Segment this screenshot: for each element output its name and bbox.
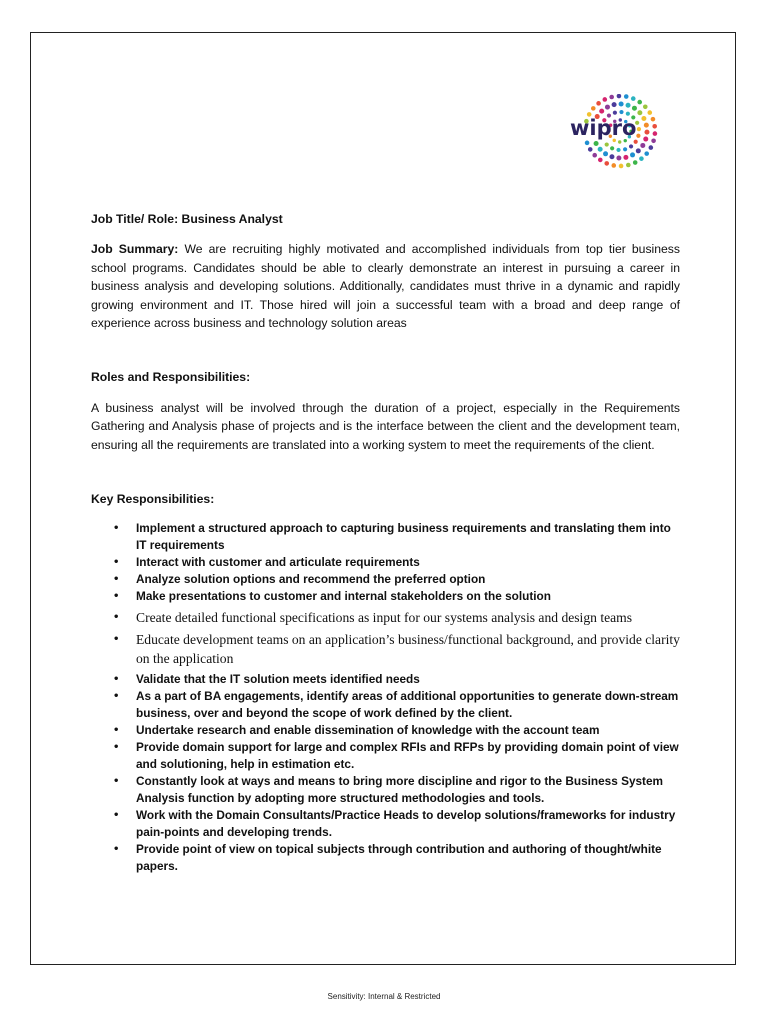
logo-dot — [609, 154, 614, 159]
list-item: • Provide point of view on topical subjects through contribution and authoring of thought/white papers. — [113, 842, 662, 874]
job-title-label: Job Title/ Role: — [91, 212, 179, 226]
bullet-icon: • — [113, 742, 120, 754]
logo-dot — [616, 148, 620, 152]
logo-dot — [651, 117, 656, 122]
job-summary — [91, 240, 680, 332]
bullet-icon: • — [113, 810, 120, 822]
logo-dot — [644, 130, 649, 135]
logo-dot — [612, 102, 617, 107]
list-item: • Analyze solution options and recommend the preferred option — [113, 572, 486, 587]
logo-dot — [637, 127, 641, 131]
logo-dot — [652, 124, 657, 129]
wipro-logo — [568, 94, 660, 170]
list-item: • Interact with customer and articulate requirements — [113, 555, 420, 570]
logo-dot — [631, 96, 636, 101]
job-title-value: Business Analyst — [181, 212, 283, 226]
logo-dot — [599, 109, 604, 114]
logo-dot — [626, 163, 631, 168]
bullet-icon: • — [113, 691, 120, 703]
logo-dot — [598, 158, 603, 163]
job-summary-text: We are recruiting highly motivated and accomplished individuals from top tier business school programs. Candidates should be able to clearly demonstrate an interest in pursuing a career in business analysis and developing solutions. Additionally, candidates must thrive in a dynamic and rapidly growing environment and IT. Those hired will join a successful team with a broad and deep range of experience across business and technology solution areas — [91, 242, 680, 331]
document-body — [91, 210, 680, 875]
key-responsibilities-heading: Key Responsibilities: — [91, 492, 215, 507]
bullet-icon: • — [113, 674, 120, 686]
logo-dot — [610, 146, 614, 150]
logo-dot — [623, 155, 628, 160]
logo-dot — [603, 97, 608, 102]
logo-dot — [618, 140, 621, 143]
bullet-icon: • — [113, 776, 120, 788]
logo-dot — [643, 137, 648, 142]
logo-dot — [644, 123, 649, 128]
roles-text: A business analyst will be involved through the duration of a project, especially in the Requirements Gathering and Analysis phase of projects and is the interface between the client and the development team, ensuring all the requirements are translated into a working system to meet the requirements of the client. — [91, 400, 680, 452]
logo-dot — [651, 139, 656, 144]
bullet-icon: • — [113, 557, 120, 569]
list-item: • Constantly look at ways and means to bring more discipline and rigor to the Business System Analysis function by adopting more structured methodologies and tools. — [113, 774, 664, 806]
logo-dot — [605, 142, 609, 146]
logo-dot — [609, 95, 614, 100]
job-summary-label: Job Summary: — [91, 242, 179, 257]
logo-dot — [617, 94, 622, 98]
list-item: • Implement a structured approach to capturing business requirements and translating them into IT requirements — [113, 521, 671, 553]
list-item: • Educate development teams on an application’s business/functional background, and provide clarity on the application — [113, 632, 680, 667]
logo-dot — [619, 110, 623, 114]
logo-dot — [630, 152, 635, 157]
list-item: • As a part of BA engagements, identify areas of additional opportunities to generate down-stream business, over and beyond the scope of work defined by the client. — [113, 689, 679, 721]
logo-dot — [644, 151, 649, 156]
logo-dot — [636, 134, 640, 138]
logo-dot — [624, 94, 629, 99]
logo-dot — [637, 100, 642, 105]
list-item: • Make presentations to customer and internal stakeholders on the solution — [113, 589, 551, 604]
logo-dot — [588, 147, 593, 152]
list-item: • Provide domain support for large and complex RFIs and RFPs by providing domain point of view and solutioning, help in estimation etc. — [113, 740, 679, 772]
logo-dot — [619, 164, 624, 169]
bullet-icon: • — [113, 523, 120, 535]
logo-dot — [604, 161, 609, 166]
logo-dot — [653, 131, 658, 136]
logo-dot — [647, 110, 652, 115]
logo-dot — [629, 144, 633, 148]
logo-wordmark: wipro — [570, 116, 637, 140]
list-item: • Work with the Domain Consultants/Practice Heads to develop solutions/frameworks for industry pain-points and developing trends. — [113, 808, 676, 840]
logo-dot — [613, 111, 617, 115]
logo-dot — [640, 143, 645, 148]
logo-dot — [641, 116, 646, 121]
logo-dot — [598, 147, 603, 152]
list-item: • Validate that the IT solution meets identified needs — [113, 672, 420, 687]
list-item: • Undertake research and enable dissemination of knowledge with the account team — [113, 723, 600, 738]
logo-dot — [594, 141, 599, 146]
logo-dot — [619, 102, 624, 107]
logo-dot — [596, 101, 601, 106]
key-responsibilities-list — [91, 520, 680, 875]
logo-dot — [592, 153, 597, 158]
logo-dot — [603, 151, 608, 156]
logo-dot — [605, 105, 610, 110]
job-title-line — [91, 210, 680, 228]
logo-dot — [611, 163, 616, 168]
bullet-icon: • — [113, 591, 120, 603]
logo-dot — [649, 145, 654, 150]
logo-dot — [643, 105, 648, 110]
logo-dot — [585, 141, 590, 146]
logo-dot — [626, 103, 631, 108]
logo-dot — [636, 148, 641, 153]
logo-dot — [637, 110, 642, 115]
logo-dot — [591, 106, 596, 111]
bullet-icon: • — [113, 725, 120, 737]
bullet-icon: • — [113, 574, 120, 586]
roles-heading: Roles and Responsibilities: — [91, 370, 251, 385]
logo-dot — [623, 147, 627, 151]
sensitivity-footer: Sensitivity: Internal & Restricted — [327, 992, 441, 1001]
logo-dot — [632, 106, 637, 111]
bullet-icon: • — [113, 612, 120, 624]
logo-dot — [616, 155, 621, 160]
list-item: • Create detailed functional specifications as input for our systems analysis and design teams — [113, 610, 633, 626]
logo-dot — [633, 160, 638, 165]
bullet-icon: • — [113, 844, 120, 856]
logo-dot — [639, 156, 644, 161]
bullet-icon: • — [113, 634, 120, 646]
logo-dot — [634, 140, 638, 144]
